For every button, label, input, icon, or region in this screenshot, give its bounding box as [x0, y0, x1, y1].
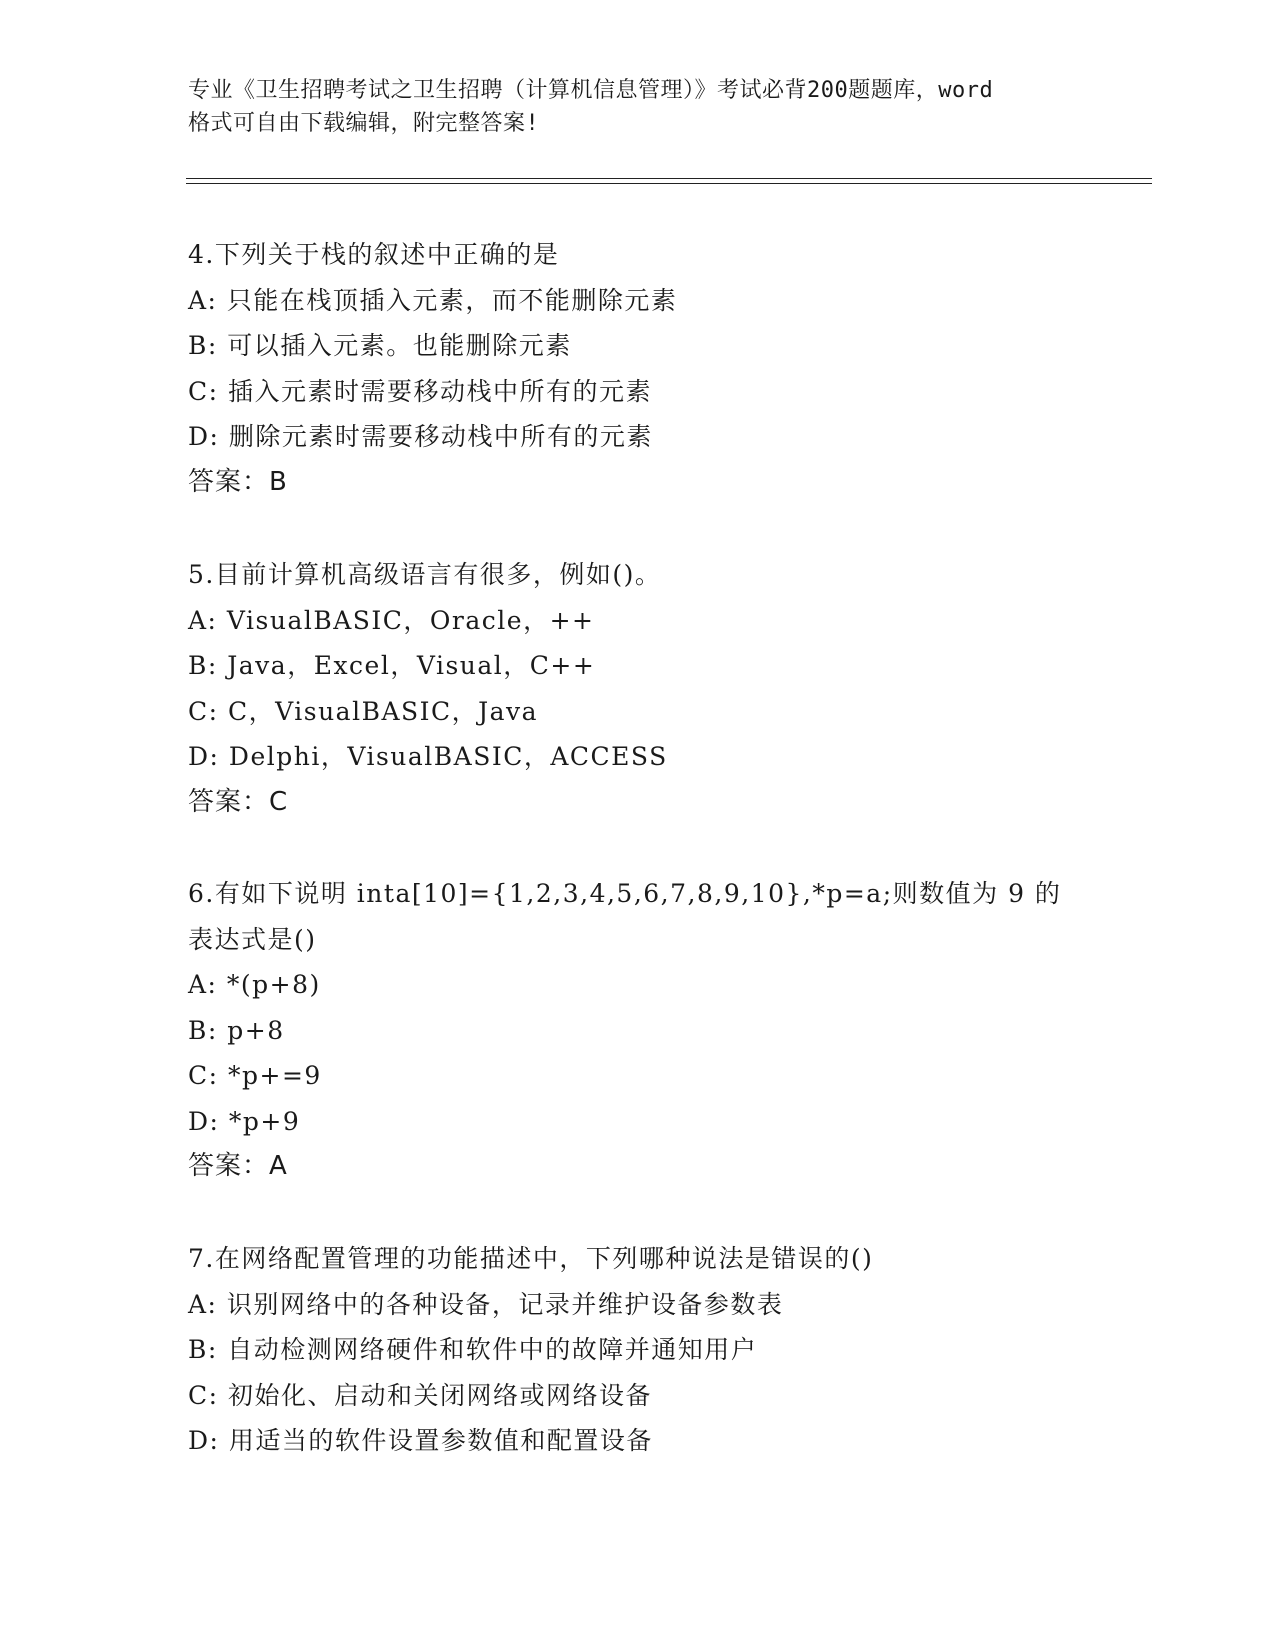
header-line-1: 专业《卫生招聘考试之卫生招聘（计算机信息管理）》考试必背200题题库，word: [188, 78, 994, 103]
option-d: D: 用适当的软件设置参数值和配置设备: [188, 1426, 653, 1455]
option-b: B: Java，Excel，Visual，C++: [188, 651, 596, 680]
answer: 答案：B: [188, 466, 288, 497]
question-stem: 4.下列关于栈的叙述中正确的是: [188, 240, 560, 269]
option-c: C: C，VisualBASIC，Java: [188, 696, 539, 726]
answer: 答案：A: [188, 1151, 288, 1181]
option-b: B: 可以插入元素。也能删除元素: [188, 331, 572, 360]
question-7: [188, 1236, 1088, 1464]
header-divider-top: [186, 178, 1152, 179]
option-a: A: VisualBASIC，Oracle，++: [188, 605, 595, 635]
option-b: B: p+8: [188, 1015, 285, 1045]
option-c: C: 初始化、启动和关闭网络或网络设备: [188, 1380, 652, 1410]
option-b: B: 自动检测网络硬件和软件中的故障并通知用户: [188, 1335, 758, 1364]
question-stem-line-1: 6.有如下说明 inta[10]={1,2,3,4,5,6,7,8,9,10},*p=a;则数值为 9 的: [188, 879, 1062, 908]
option-a: A: 识别网络中的各种设备，记录并维护设备参数表: [188, 1289, 784, 1319]
option-c: C: 插入元素时需要移动栈中所有的元素: [188, 376, 652, 406]
option-a: A: 只能在栈顶插入元素，而不能删除元素: [188, 285, 678, 315]
option-a: A: *(p+8): [188, 970, 321, 999]
option-c: C: *p+=9: [188, 1061, 322, 1090]
question-stem: 5.目前计算机高级语言有很多，例如()。: [188, 560, 662, 589]
header-divider-bottom: [186, 183, 1152, 184]
question-5: [188, 552, 1088, 825]
header-line-2: 格式可自由下载编辑，附完整答案!: [188, 111, 540, 136]
option-d: D: 删除元素时需要移动栈中所有的元素: [188, 422, 653, 451]
question-6: [188, 871, 1088, 1190]
option-d: D: *p+9: [188, 1106, 301, 1136]
question-4: [188, 232, 1088, 505]
question-stem: 7.在网络配置管理的功能描述中，下列哪种说法是错误的(): [188, 1244, 874, 1273]
option-d: D: Delphi，VisualBASIC，ACCESS: [188, 742, 668, 771]
document-header: [188, 74, 1088, 140]
question-stem-line-2: 表达式是(): [188, 924, 317, 954]
answer: 答案：C: [188, 786, 289, 817]
